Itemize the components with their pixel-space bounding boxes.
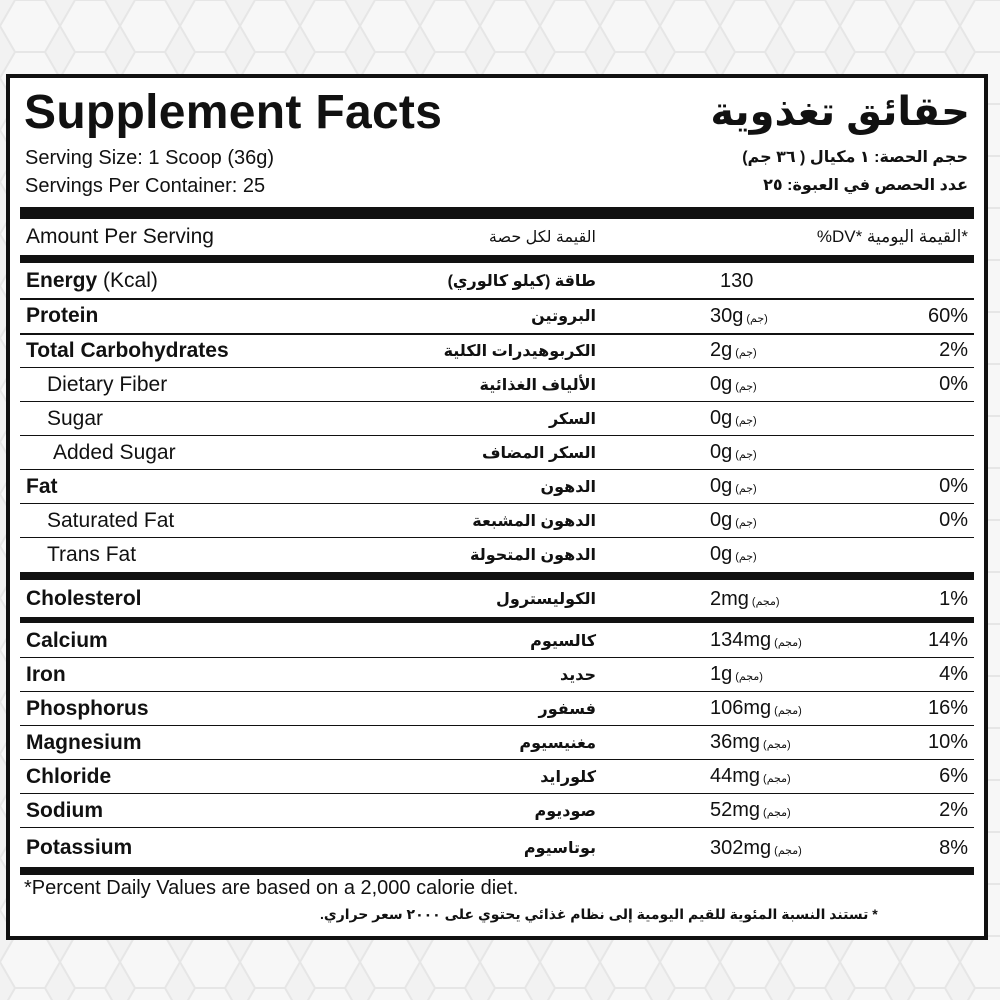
nutrient-daily-value: 0% <box>939 373 968 395</box>
nutrient-unit-ar: (مجم) <box>774 705 802 717</box>
nutrient-name-en: Trans Fat <box>47 542 137 566</box>
nutrient-name-ar: الألياف الغذائية <box>479 376 596 394</box>
nutrient-daily-value: 60% <box>927 304 968 327</box>
nutrient-amount <box>710 658 763 691</box>
nutrient-daily-value: 0% <box>939 509 968 531</box>
nutrient-amount <box>710 692 802 725</box>
nutrient-value: 0g <box>710 475 733 497</box>
energy-label-en <box>26 263 158 299</box>
nutrient-name-en: Fat <box>26 474 58 498</box>
nutrient-value: 36mg <box>710 731 761 753</box>
nutrient-amount <box>710 299 768 333</box>
thin-rule <box>20 759 974 760</box>
nutrient-daily-value: 6% <box>939 765 968 787</box>
nutrient-unit-ar: (مجم) <box>763 739 791 751</box>
nutrient-name-ar: السكر <box>548 410 596 428</box>
nutrient-name-en: Cholesterol <box>26 587 142 610</box>
nutrient-amount <box>710 760 791 793</box>
nutrient-row-calcium <box>20 624 974 657</box>
nutrient-unit-ar: (جم) <box>735 551 757 563</box>
nutrient-daily-value: 0% <box>939 475 968 497</box>
nutrient-name-ar: بوتاسيوم <box>523 840 596 857</box>
thick-rule <box>20 867 974 875</box>
nutrient-row-trans-fat <box>20 538 974 571</box>
nutrient-row-dietary-fiber <box>20 368 974 401</box>
nutrient-value: 2mg <box>710 587 749 610</box>
nutrient-row-sodium <box>20 794 974 827</box>
nutrient-amount <box>710 402 757 435</box>
energy-name: Energy <box>26 269 98 292</box>
thin-rule <box>20 333 974 335</box>
nutrient-value: 0g <box>710 373 733 395</box>
amount-per-serving-en: Amount Per Serving <box>26 225 214 248</box>
nutrient-row-cholesterol <box>20 581 974 617</box>
thin-rule <box>20 537 974 538</box>
footnote-en: *Percent Daily Values are based on a 2,000 calorie diet. <box>24 877 519 899</box>
nutrient-unit-ar: (مجم) <box>774 844 802 857</box>
nutrient-unit-ar: (جم) <box>735 381 757 393</box>
energy-unit: (Kcal) <box>103 269 158 292</box>
thin-rule <box>20 503 974 504</box>
nutrient-daily-value: 2% <box>939 799 968 821</box>
nutrient-unit-ar: (جم) <box>735 517 757 529</box>
nutrient-value: 0g <box>710 441 733 463</box>
nutrient-row-potassium <box>20 829 974 867</box>
nutrient-row-protein <box>20 299 974 333</box>
nutrient-name-en: Total Carbohydrates <box>26 338 229 362</box>
nutrient-name-ar: مغنيسيوم <box>519 734 596 752</box>
nutrient-name-ar: حديد <box>559 666 596 684</box>
nutrient-unit-ar: (جم) <box>735 449 757 461</box>
nutrient-row-sugar <box>20 402 974 435</box>
nutrient-amount <box>710 436 757 469</box>
nutrient-unit-ar: (جم) <box>735 415 757 427</box>
nutrient-name-en: Potassium <box>26 836 133 859</box>
nutrient-name-en: Dietary Fiber <box>47 372 168 396</box>
nutrient-row-magnesium <box>20 726 974 759</box>
nutrient-unit-ar: (مجم) <box>763 807 791 819</box>
energy-label-ar: طاقة (كيلو كالوري) <box>447 273 596 290</box>
thick-rule <box>20 207 974 219</box>
nutrient-unit-ar: (جم) <box>746 312 768 325</box>
nutrient-unit-ar: (مجم) <box>751 595 780 608</box>
header-row <box>20 219 974 255</box>
thin-rule <box>20 367 974 368</box>
thin-rule <box>20 435 974 436</box>
nutrient-daily-value: 10% <box>927 731 968 753</box>
nutrient-name-en: Calcium <box>26 628 108 652</box>
nutrient-amount <box>710 624 802 657</box>
nutrient-value: 52mg <box>710 799 761 821</box>
thin-rule <box>20 657 974 658</box>
nutrient-name-ar: الدهون المتحولة <box>470 546 596 564</box>
nutrient-value: 0g <box>710 407 733 429</box>
nutrient-name-ar: الدهون المشبعة <box>472 512 596 530</box>
nutrient-name-ar: صوديوم <box>534 802 596 820</box>
nutrient-value: 0g <box>710 509 733 531</box>
nutrient-value: 1g <box>710 663 733 685</box>
nutrient-name-en: Added Sugar <box>53 440 176 464</box>
servings-per-container-en: Servings Per Container: 25 <box>25 175 266 197</box>
energy-value: 130 <box>720 269 754 292</box>
nutrient-name-ar: فسفور <box>538 700 596 718</box>
thin-rule <box>20 725 974 726</box>
nutrient-unit-ar: (مجم) <box>735 671 763 683</box>
amount-per-serving-ar: القيمة لكل حصة <box>488 229 596 246</box>
nutrient-amount <box>710 538 757 571</box>
thin-rule <box>20 691 974 692</box>
daily-value-header: *القيمة اليومية *DV% <box>816 227 968 246</box>
nutrient-name-en: Phosphorus <box>26 696 149 720</box>
nutrient-daily-value: 8% <box>939 836 968 859</box>
nutrient-row-total-carbohydrates <box>20 334 974 367</box>
nutrient-name-en: Sodium <box>26 798 103 822</box>
nutrient-daily-value: 14% <box>927 629 968 651</box>
nutrient-unit-ar: (جم) <box>735 483 757 495</box>
nutrient-amount <box>710 829 802 867</box>
nutrient-amount <box>710 581 780 617</box>
nutrient-value: 0g <box>710 543 733 565</box>
nutrient-row-fat <box>20 470 974 503</box>
nutrient-value: 44mg <box>710 765 761 787</box>
footnote-ar: * تستند النسبة المئوية للقيم اليومية إلى نظام غذائي يحتوي على ٢٠٠٠ سعر حراري. <box>320 906 878 922</box>
nutrient-unit-ar: (جم) <box>735 347 757 359</box>
nutrient-row-chloride <box>20 760 974 793</box>
nutrient-unit-ar: (مجم) <box>763 773 791 785</box>
nutrient-name-en: Magnesium <box>26 730 142 754</box>
nutrient-amount <box>710 334 757 367</box>
nutrient-amount <box>710 726 791 759</box>
nutrient-name-ar: كلورايد <box>540 768 596 786</box>
nutrient-name-ar: الكوليسترول <box>496 591 596 608</box>
thin-rule <box>20 401 974 402</box>
nutrient-daily-value: 2% <box>939 339 968 361</box>
nutrient-name-en: Chloride <box>26 764 112 788</box>
thin-rule <box>20 298 974 300</box>
nutrient-amount <box>710 504 757 537</box>
nutrient-row-saturated-fat <box>20 504 974 537</box>
servings-per-container-ar: عدد الحصص في العبوة: ٢٥ <box>763 177 968 194</box>
title-ar: حقائق تغذوية <box>710 90 970 134</box>
nutrient-name-en: Sugar <box>47 406 104 430</box>
thin-rule <box>20 793 974 794</box>
thin-rule <box>20 827 974 828</box>
nutrient-amount <box>710 470 757 503</box>
nutrient-name-en: Protein <box>26 304 99 327</box>
nutrient-value: 134mg <box>710 629 772 651</box>
nutrient-name-en: Saturated Fat <box>47 508 175 532</box>
nutrient-daily-value: 4% <box>939 663 968 685</box>
nutrient-name-ar: الدهون <box>540 478 596 496</box>
nutrient-row-iron <box>20 658 974 691</box>
nutrient-daily-value: 16% <box>927 697 968 719</box>
nutrient-name-ar: السكر المضاف <box>481 444 596 462</box>
nutrient-name-ar: الكربوهيدرات الكلية <box>443 342 596 360</box>
serving-size-en: Serving Size: 1 Scoop (36g) <box>25 147 275 169</box>
energy-row <box>20 263 974 299</box>
nutrient-unit-ar: (مجم) <box>774 637 802 649</box>
nutrient-name-en: Iron <box>26 662 66 686</box>
nutrient-row-phosphorus <box>20 692 974 725</box>
nutrient-name-ar: البروتين <box>531 308 596 325</box>
nutrient-name-ar: كالسيوم <box>530 632 596 650</box>
nutrient-value: 302mg <box>710 836 772 859</box>
nutrient-row-added-sugar <box>20 436 974 469</box>
nutrient-amount <box>710 794 791 827</box>
thick-rule <box>20 255 974 263</box>
serving-size-ar: حجم الحصة: ١ مكيال ( ٣٦ جم) <box>742 149 968 166</box>
nutrient-daily-value: 1% <box>939 587 968 610</box>
thin-rule <box>20 469 974 470</box>
nutrient-value: 106mg <box>710 697 772 719</box>
thick-rule <box>20 572 974 580</box>
nutrient-value: 30g <box>710 304 744 327</box>
supplement-facts-panel <box>6 74 988 940</box>
thick-rule <box>20 617 974 623</box>
nutrient-amount <box>710 368 757 401</box>
title-en: Supplement Facts <box>24 86 443 139</box>
nutrient-value: 2g <box>710 339 733 361</box>
